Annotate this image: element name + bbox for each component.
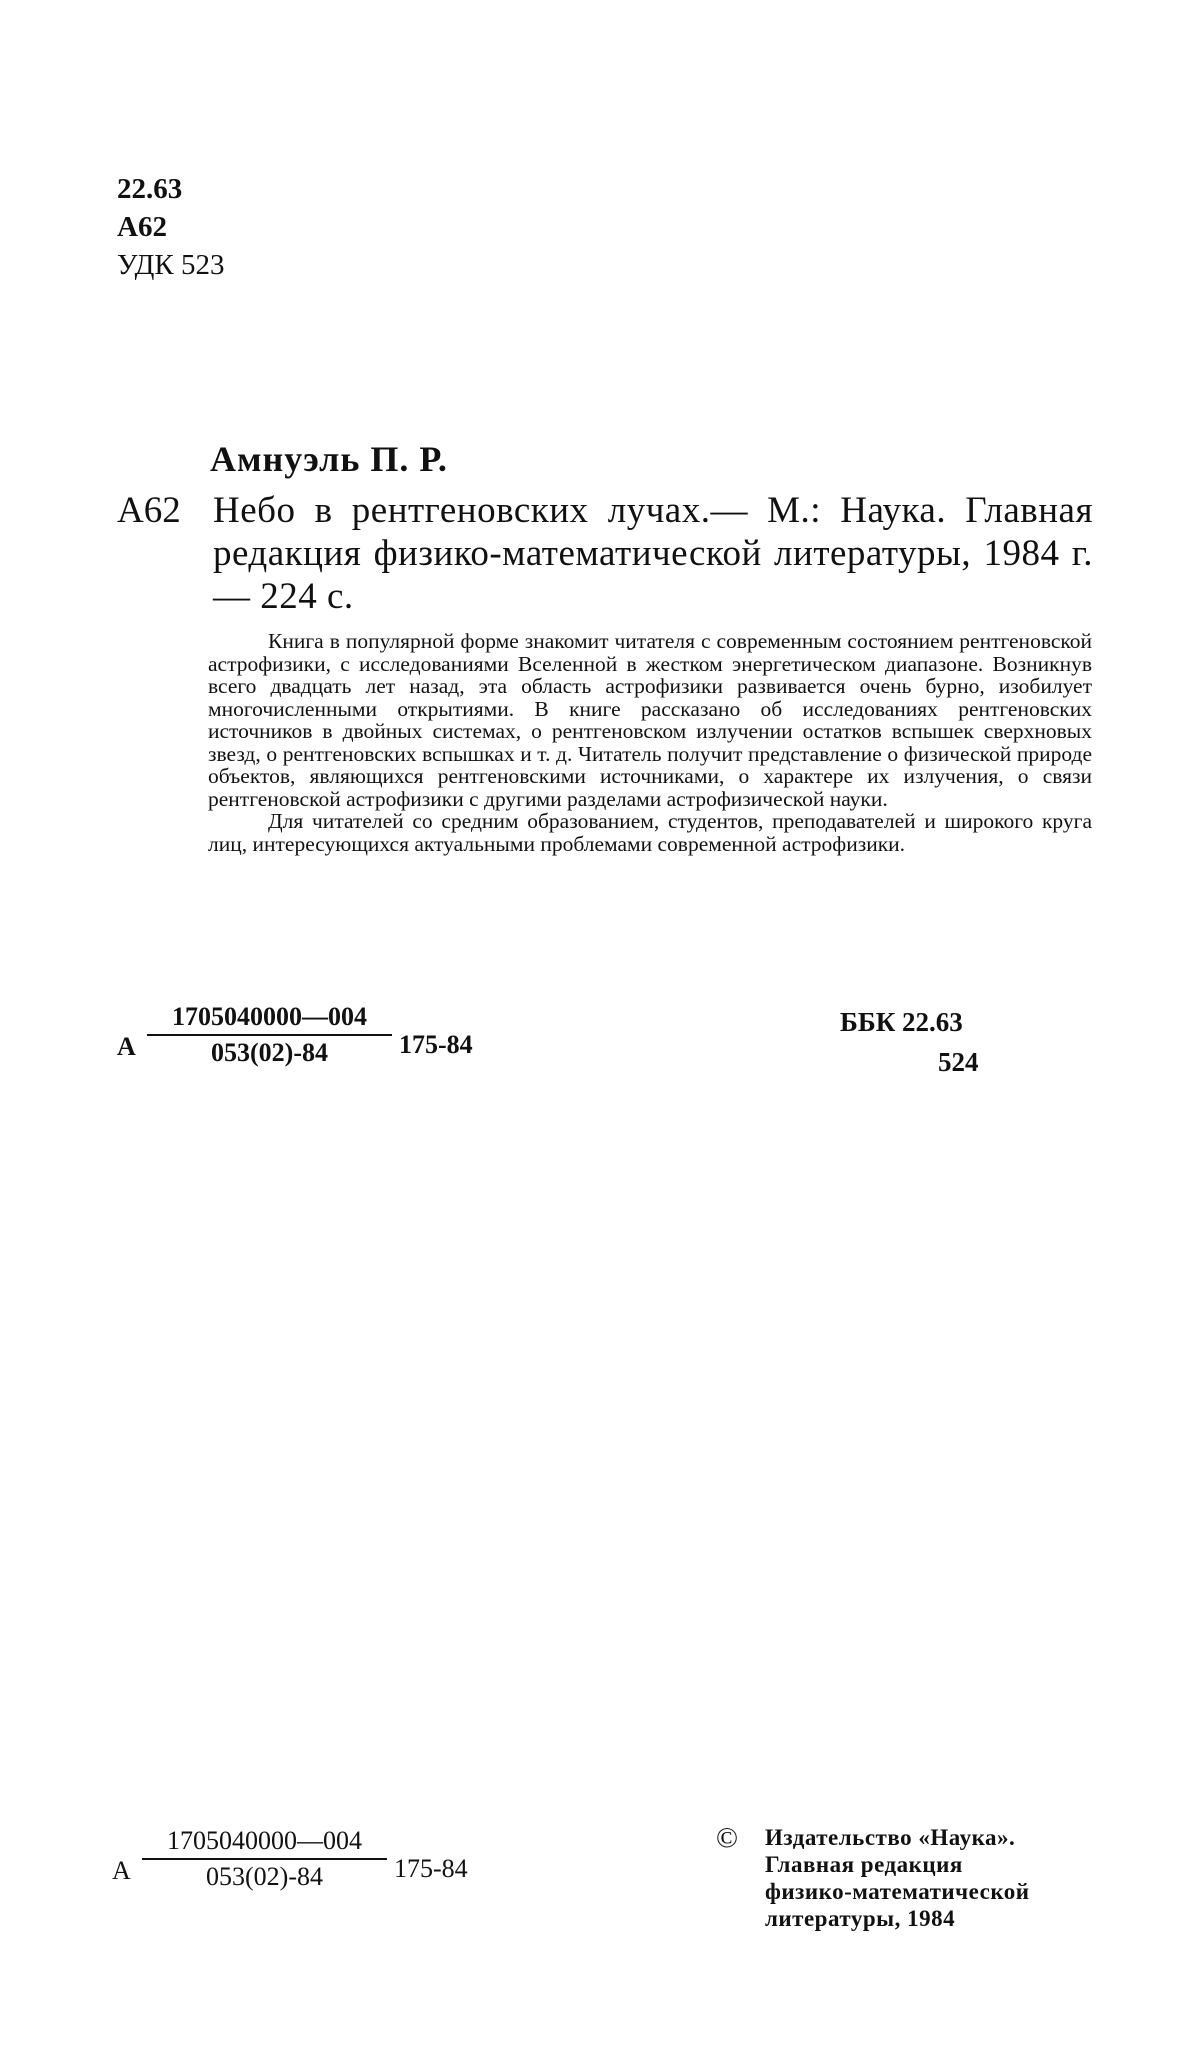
bbk-code: ББК 22.63 — [840, 1007, 963, 1037]
annotation-paragraph: Книга в популярной форме знакомит читателя с современным состоянием рентгеновской астрофизики, с исследованиями Вселенной в жестком энергетическом диапазоне. Возникнув всего двадцать лет назад, эта область астрофизики развивается очень бурно, изобилует многочисленными открытиями. В книге рассказано об исследованиях рентгеновских источников в двойных системах, о рентгеновском излучении остатков вспышек сверхновых звезд, о рентгеновских вспышках и т. д. Читатель получит представление о физической природе объектов, являющихся рентгеновскими источниками, о характере их излучения, о связи рентгеновской астрофизики с другими разделами астрофизической науки. — [208, 629, 1092, 811]
code-suffix: 175-84 — [399, 1030, 473, 1059]
annotation — [208, 630, 1092, 855]
bibliographic-title: Небо в рентгеновских лучах.— М.: Наука. Главная редакция физико-математической литературы, 1984 г. — 224 с. — [213, 490, 1093, 617]
code-fraction — [142, 1826, 387, 1892]
code-fraction — [147, 1002, 392, 1068]
annotation-audience: Для читателей со средним образованием, студентов, преподавателей и широкого круга лиц, интересующихся актуальными проблемами современной астрофизики. — [208, 809, 1092, 856]
author-name: Амнуэль П. Р. — [210, 439, 448, 479]
fraction-line — [147, 1034, 392, 1036]
publisher-line: литературы, 1984 — [765, 1906, 956, 1931]
copyright-icon: © — [716, 1822, 739, 1854]
code-numerator: 1705040000—004 — [172, 1002, 367, 1031]
code-denominator: 053(02)-84 — [211, 1038, 328, 1067]
publisher-line: Издательство «Наука». — [765, 1825, 1016, 1850]
publication-code-bottom — [112, 1826, 512, 1906]
bbk-number: 524 — [938, 1047, 979, 1077]
udc-code: УДК 523 — [117, 249, 225, 281]
bbk-block — [840, 1002, 979, 1082]
code-letter: А — [112, 1856, 131, 1885]
entry-author-mark: А62 — [117, 490, 181, 531]
code-suffix: 175-84 — [394, 1854, 468, 1883]
code-letter: А — [117, 1032, 136, 1061]
publication-code-top — [117, 1002, 517, 1082]
code-denominator: 053(02)-84 — [206, 1862, 323, 1891]
bbk-index: 22.63 — [117, 173, 183, 205]
publisher-line: Главная редакция — [765, 1852, 963, 1877]
code-numerator: 1705040000—004 — [167, 1826, 362, 1855]
publisher-line: физико-математической — [765, 1879, 1030, 1904]
classification-codes — [117, 170, 224, 284]
author-mark: А62 — [117, 211, 167, 243]
copyright-publisher — [765, 1824, 1030, 1932]
fraction-line — [142, 1858, 387, 1860]
